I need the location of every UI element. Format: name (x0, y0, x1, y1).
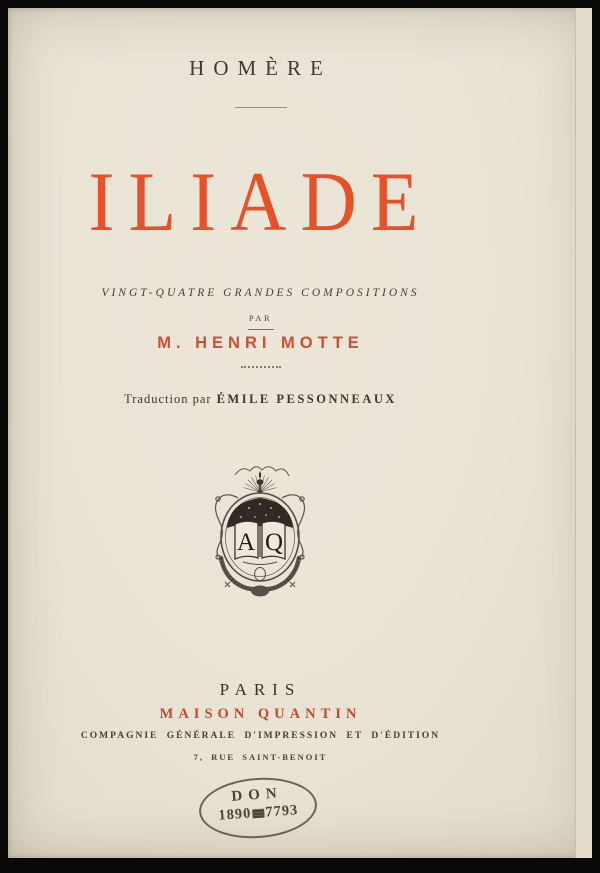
open-book-icon (235, 521, 285, 565)
stamp-label: DON (230, 785, 284, 805)
stamp-year: 1890 (217, 805, 252, 824)
emblem-crest (235, 467, 289, 476)
garland-icon (221, 558, 299, 597)
page-edge-shadow (575, 8, 592, 858)
translator-name: ÉMILE PESSONNEAUX (216, 392, 397, 406)
ornament-rule (241, 366, 281, 368)
divider-rule (235, 107, 287, 108)
book-title-page (8, 8, 592, 858)
monogram-letter-q: Q (264, 529, 283, 556)
author-name: HOMÈRE (189, 56, 332, 80)
monogram-letter-a: A (236, 529, 255, 556)
par-label: PAR (248, 313, 273, 323)
stamp-number: 7793 (264, 802, 299, 821)
translation-prefix: Traduction par (124, 392, 212, 406)
imprint-city: PARIS (219, 680, 302, 699)
translation-line (8, 393, 513, 406)
title-page-content (8, 8, 513, 858)
library-donation-stamp (197, 774, 319, 842)
publisher-emblem (205, 462, 315, 602)
illustrator-name: M. HENRI MOTTE (157, 334, 364, 352)
publisher-address: 7, RUE SAINT-BENOIT (193, 752, 328, 762)
stamp-ink-blot-icon (252, 809, 265, 819)
par-underline (248, 329, 274, 330)
subtitle-compositions: VINGT-QUATRE GRANDES COMPOSITIONS (101, 287, 420, 299)
book-title: ILIADE (88, 154, 433, 249)
publisher-company-line: COMPAGNIE GÉNÉRALE D'IMPRESSION ET D'ÉDITION (80, 731, 441, 741)
publisher-name: MAISON QUANTIN (159, 706, 362, 722)
lamp-finial-icon (256, 471, 263, 492)
